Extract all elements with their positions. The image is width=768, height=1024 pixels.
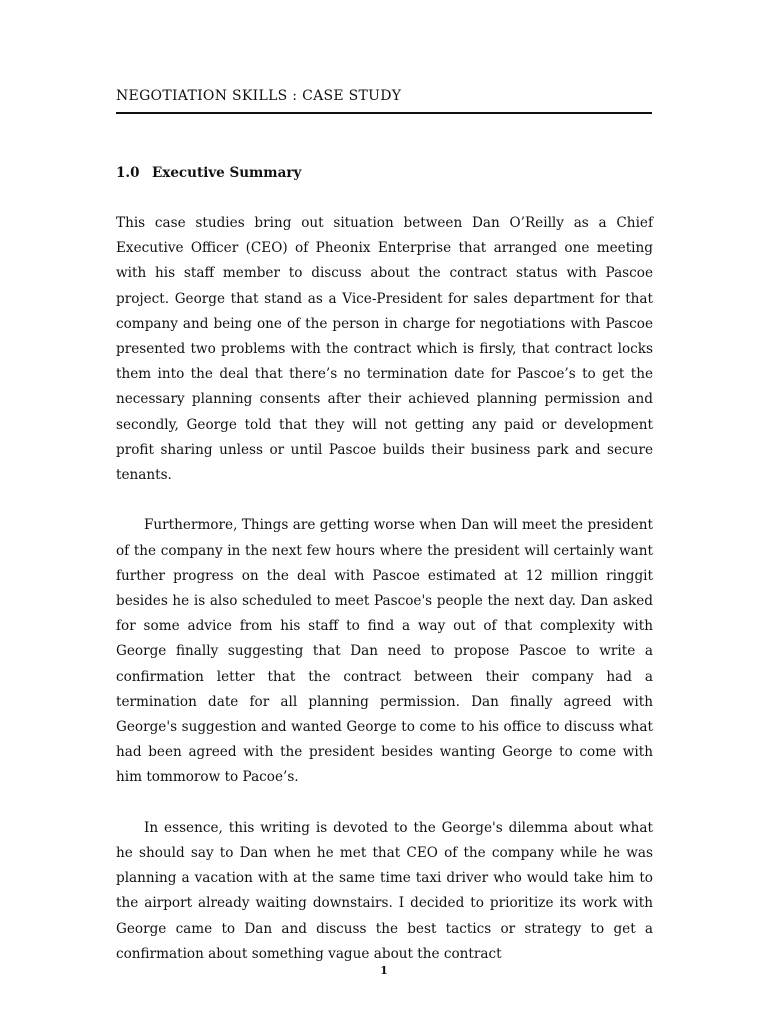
section-title: Executive Summary [152, 165, 302, 181]
paragraph-2: Furthermore, Things are getting worse when Dan will meet the president of the company in the next few hours where the president will certainly want further progress on the deal with Pascoe estimated at 12 million ringgit besides he is also scheduled to meet Pascoe's people the next day. Dan asked for some advice from his staff to find a way out of that complexity with George finally suggesting that Dan need to propose Pascoe to write a confirmation letter that the contract between their company had a termination date for all planning permission. Dan finally agreed with George's suggestion and wanted George to come to his office to discuss what had been agreed with the president besides wanting George to come with him tommorow to Pacoe’s. [116, 517, 653, 786]
header-divider [116, 112, 652, 114]
section-number: 1.0 [116, 165, 140, 181]
page-number: 1 [380, 964, 388, 977]
section-heading [116, 163, 301, 183]
paragraph-1: This case studies bring out situation between Dan O’Reilly as a Chief Executive Officer (CEO) of Pheonix Enterprise that arranged one meeting with his staff member to discuss about the contract status with Pascoe project. George that stand as a Vice-President for sales department for that company and being one of the person in charge for negotiations with Pascoe presented two problems with the contract which is firsly, that contract locks them into the deal that there’s no termination date for Pascoe’s to get the necessary planning consents after their achieved planning permission and secondly, George told that they will not getting any paid or development profit sharing unless or until Pascoe builds their business park and secure tenants. [116, 215, 653, 484]
paragraph-3: In essence, this writing is devoted to the George's dilemma about what he should say to Dan when he met that CEO of the company while he was planning a vacation with at the same time taxi driver who would take him to the airport already waiting downstairs. I decided to prioritize its work with George came to Dan and discuss the best tactics or strategy to get a confirmation about something vague about the contract [116, 819, 653, 962]
document-body [116, 211, 653, 992]
document-header [116, 86, 652, 106]
document-title: NEGOTIATION SKILLS : CASE STUDY [116, 88, 402, 104]
